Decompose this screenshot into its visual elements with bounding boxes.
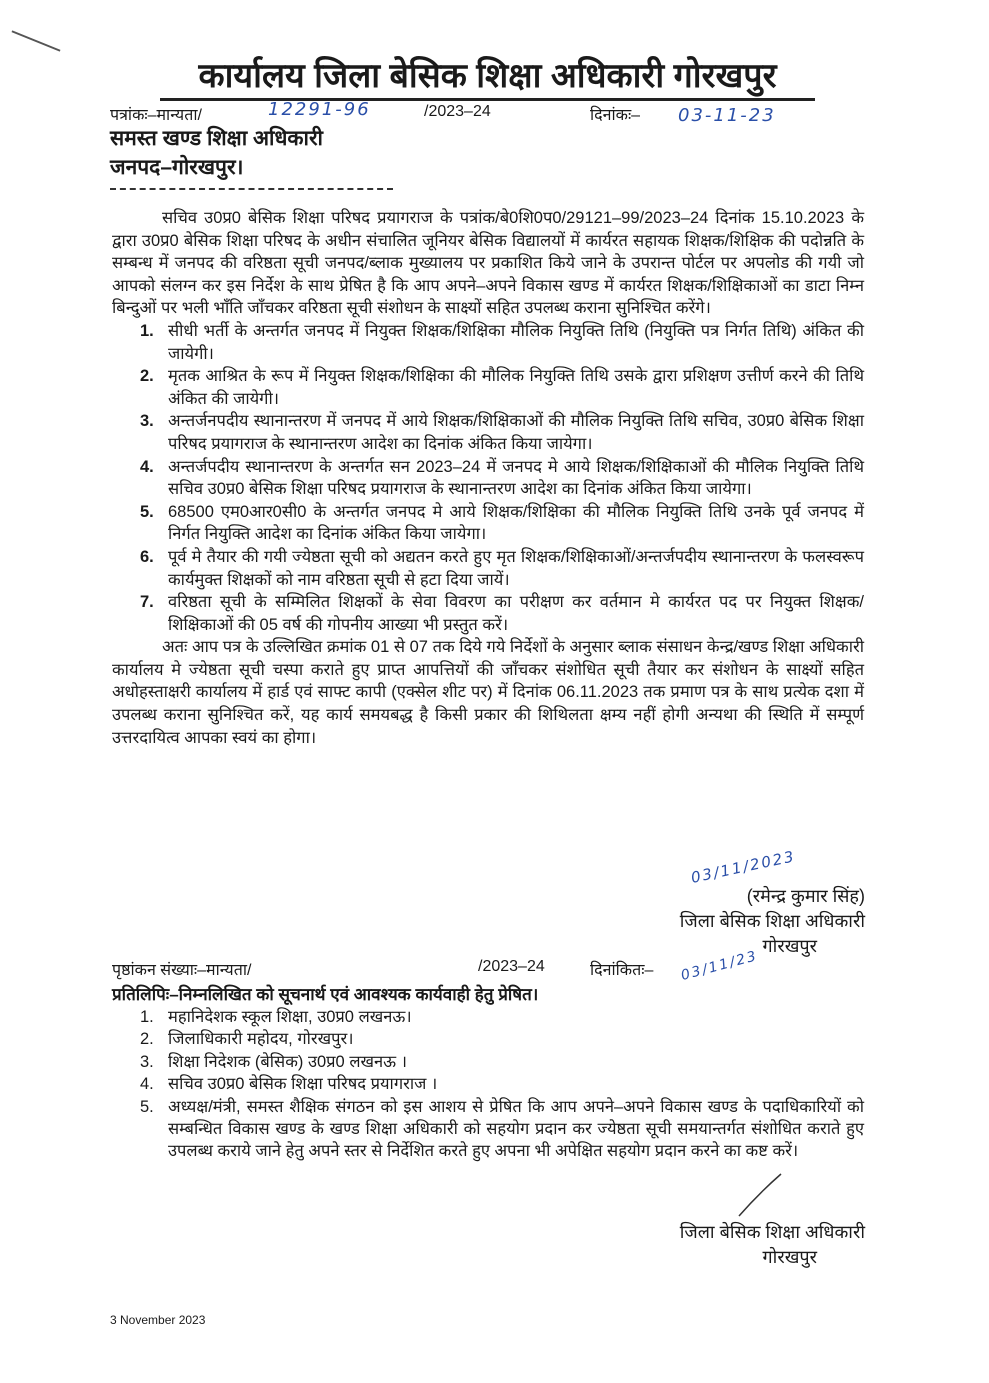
item-number: 4. <box>140 457 154 476</box>
copy-item <box>112 1096 864 1163</box>
divider <box>110 188 393 190</box>
copy-item <box>112 1028 864 1050</box>
item-number: 6. <box>140 547 154 566</box>
copy-item <box>112 1006 864 1028</box>
item-number: 2. <box>140 1030 154 1049</box>
item-text: अन्तर्जनपदीय स्थानान्तरण में जनपद में आये शिक्षक/शिक्षिकाओं की मौलिक नियुक्ति तिथि सचिव, उ0प्र0 बेसिक शिक्षा परिषद प्रयागराज के स्थानान्तरण आदेश का दिनांक अंकित किया जायेगा। <box>168 412 864 453</box>
final-city: गोरखपुर <box>762 1247 817 1267</box>
copy-item <box>112 1051 864 1073</box>
copy-item <box>112 1073 864 1095</box>
item-text: महानिदेशक स्कूल शिक्षा, उ0प्र0 लखनऊ। <box>168 1008 412 1026</box>
item-text: अध्यक्ष/मंत्री, समस्त शैक्षिक संगठन को इस आशय से प्रेषित कि आप अपने–अपने विकास खण्ड के पदाधिकारियों को सम्बन्धित विकास खण्ड के खण्ड शिक्षा अधिकारी को सहयोग प्रदान कर ज्येष्ठता सूची समयान्तर्गत संशोधित कराते हुए उपलब्ध कराये जाने हेतु अपने स्तर से निर्देशित करते हुए अपना भी अपेक्षित सहयोग प्रदान करने का कष्ट करें। <box>168 1097 864 1161</box>
intro-paragraph: सचिव उ0प्र0 बेसिक शिक्षा परिषद प्रयागराज के पत्रांक/बे0शि0प0/29121–99/2023–24 दिनांक 15.10.2023 के द्वारा उ0प्र0 बेसिक शिक्षा परिषद के अधीन संचालित जूनियर बेसिक विद्यालयों में कार्यरत सहायक शिक्षक/शिक्षिक की पदोन्नति के सम्बन्ध में जनपद की वरिष्ठता सूची जनपद/ब्लाक मुख्यालय पर प्रकाशित किये जाने के उपरान्त पोर्टल पर अपलोड की गयी जो आपको संलग्न कर इस निर्देश के साथ प्रेषित है कि आप अपने–अपने विकास खण्ड में कार्यरत शिक्षक/शिक्षिकाओं का डाटा निम्न बिन्दुओं पर भली भाँति जाँचकर वरिष्ठता सूची संशोधन के साक्ष्यों सहित उपलब्ध कराना सुनिश्चित करेंगे। <box>112 209 864 318</box>
office-title: कार्यालय जिला बेसिक शिक्षा अधिकारी गोरखपुर <box>160 56 815 101</box>
signature-stroke <box>735 1170 785 1220</box>
item-number: 3. <box>140 412 154 431</box>
final-designation: जिला बेसिक शिक्षा अधिकारी <box>679 1222 865 1242</box>
closing-paragraph: अतः आप पत्र के उल्लिखित क्रमांक 01 से 07 तक दिये गये निर्देशों के अनुसार ब्लाक संसाधन केन्द्र/खण्ड शिक्षा अधिकारी कार्यालय मे ज्येष्ठता सूची चस्पा कराते हुए प्राप्त आपत्तियों की जाँचकर संशोधित सूची तैयार कर संशोधन के साक्ष्यों सहित अधोहस्ताक्षरी कार्यालय में हार्ड एवं साफ्ट कापी (एक्सेल शीट पर) में दिनांक 06.11.2023 तक प्रमाण पत्र के साथ प्रत्येक दशा में उपलब्ध कराना सुनिश्चित करें, यह कार्य समयबद्ध है किसी प्रकार की शिथिलता क्षम्य नहीं होगी अन्यथा की स्थिति में सम्पूर्ण उत्तरदायित्व आपका स्वयं का होगा। <box>112 638 864 747</box>
list-item <box>112 591 864 636</box>
list-item <box>112 320 864 365</box>
endorsement-year: /2023–24 <box>478 958 545 975</box>
final-signature-block <box>560 1220 865 1270</box>
item-number: 4. <box>140 1075 154 1094</box>
item-text: जिलाधिकारी महोदय, गोरखपुर। <box>168 1030 354 1049</box>
endorsement-line <box>112 948 872 984</box>
list-item <box>112 501 864 546</box>
item-text: 68500 एम0आर0सी0 के अन्तर्गत जनपद मे आये शिक्षक/शिक्षिका की मौलिक नियुक्ति तिथि उनके पूर्व जनपद में निर्गत नियुक्ति आदेश का दिनांक अंकित किया जायेगा। <box>168 502 864 544</box>
item-number: 2. <box>140 367 154 386</box>
date-handwritten: 03-11-23 <box>678 105 776 126</box>
reference-line <box>110 99 870 126</box>
item-number: 3. <box>140 1052 154 1071</box>
item-number: 5. <box>140 502 154 521</box>
ref-number-handwritten: 12291-96 <box>268 99 371 120</box>
item-number: 5. <box>140 1097 154 1116</box>
item-number: 1. <box>140 1008 154 1026</box>
item-number: 1. <box>140 321 154 340</box>
pen-mark <box>12 30 61 51</box>
letter-body <box>112 207 864 749</box>
recipient-line2: जनपद–गोरखपुर। <box>110 156 244 179</box>
list-item <box>112 456 864 501</box>
date-label: दिनांकः– <box>590 107 641 124</box>
signatory-name: (रमेन्द्र कुमार सिंह) <box>746 886 865 906</box>
endorsement-label: पृष्ठांकन संख्याः–मान्यता/ <box>112 962 252 979</box>
recipient-line1: समस्त खण्ड शिक्षा अधिकारी <box>110 127 323 150</box>
item-text: वरिष्ठता सूची के सम्मिलित शिक्षकों के सेवा विवरण का परीक्षण कर वर्तमान मे कार्यरत पद पर नियुक्त शिक्षक/शिक्षिकाओं की 05 वर्ष की गोपनीय आख्या भी प्रस्तुत करें। <box>168 593 864 634</box>
endorsement-date-handwritten: 03/11/23 <box>679 948 760 984</box>
copy-list <box>112 1006 864 1163</box>
signatory-city: गोरखपुर <box>762 936 817 956</box>
list-item <box>112 365 864 410</box>
signatory-designation: जिला बेसिक शिक्षा अधिकारी <box>679 911 865 931</box>
copy-heading: प्रतिलिपिः–निम्नलिखित को सूचनार्थ एवं आवश्यक कार्यवाही हेतु प्रेषित। <box>112 985 539 1004</box>
item-text: अन्तर्जपदीय स्थानान्तरण के अन्तर्गत सन 2023–24 में जनपद मे आये शिक्षक/शिक्षिकाओं की मौलिक नियुक्ति तिथि सचिव उ0प्र0 बेसिक शिक्षा परिषद प्रयागराज के स्थानान्तरण आदेश का दिनांक अंकित किया जायेगा। <box>168 457 864 499</box>
ref-year: /2023–24 <box>424 103 491 120</box>
item-text: शिक्षा निदेशक (बेसिक) उ0प्र0 लखनऊ । <box>168 1052 407 1071</box>
endorsement-date-label: दिनांकितः– <box>590 962 654 979</box>
instruction-list <box>112 320 864 636</box>
footer-date: 3 November 2023 <box>110 1313 206 1327</box>
item-text: मृतक आश्रित के रूप में नियुक्त शिक्षक/शिक्षिका की मौलिक नियुक्ति तिथि उसके द्वारा प्रशिक्षण उत्तीर्ण करने की तिथि अंकित की जायेगी। <box>168 367 864 408</box>
item-number: 7. <box>140 593 154 612</box>
signature-block <box>560 884 865 959</box>
item-text: सचिव उ0प्र0 बेसिक शिक्षा परिषद प्रयागराज । <box>168 1075 438 1094</box>
list-item <box>112 546 864 591</box>
list-item <box>112 410 864 455</box>
item-text: पूर्व मे तैयार की गयी ज्येष्ठता सूची को अद्यतन करते हुए मृत शिक्षक/शिक्षिकाओं/अन्तर्जपदीय स्थानान्तरण के फलस्वरूप कार्यमुक्त शिक्षकों को नाम वरिष्ठता सूची से हटा दिया जायें। <box>168 547 864 589</box>
item-text: सीधी भर्ती के अन्तर्गत जनपद में नियुक्त शिक्षक/शिक्षिका मौलिक नियुक्ति तिथि (नियुक्ति पत्र निर्गत तिथि) अंकित की जायेगी। <box>168 321 864 363</box>
ref-label: पत्रांकः–मान्यता/ <box>110 107 202 124</box>
signature-handwritten-date: 03/11/2023 <box>689 847 798 887</box>
